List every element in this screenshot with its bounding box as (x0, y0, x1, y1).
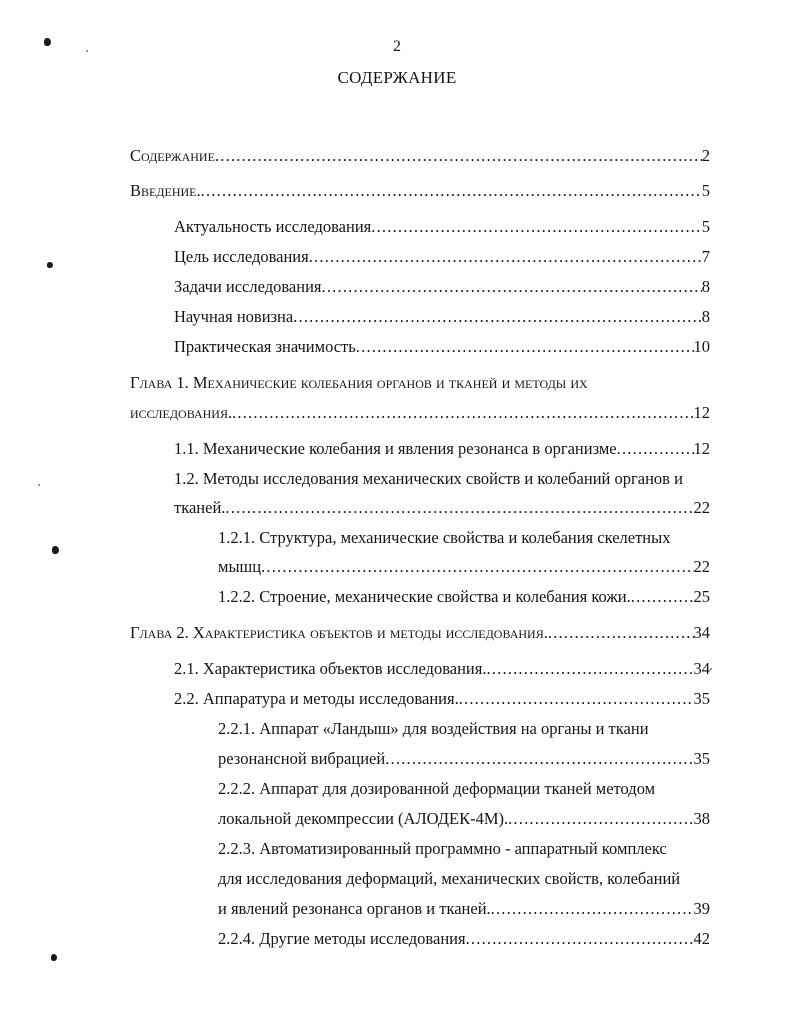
toc-leader-dots (459, 688, 694, 710)
toc-entry-chapter-2[interactable] (130, 622, 710, 644)
toc-leader-dots (293, 306, 702, 328)
toc-section-2-2-3-line1[interactable]: 2.2.3. Автоматизированный программно - аппаратный комплекс (218, 839, 667, 858)
toc-entry-title: мышц (218, 557, 262, 576)
toc-entry-title: Научная новизна (174, 307, 294, 326)
toc-section-2-2-1-line1[interactable]: 2.2.1. Аппарат «Ландыш» для воздействия на органы и ткани (218, 719, 649, 738)
toc-page-number: 42 (693, 929, 710, 948)
toc-leader-dots (466, 928, 694, 950)
toc-section-1-2-1-line1[interactable]: 1.2.1. Структура, механические свойства и колебания скелетных (218, 528, 671, 547)
toc-entry-title: резонансной вибрацией (218, 749, 386, 768)
toc-entry-2-2-4[interactable] (218, 928, 710, 950)
toc-leader-dots (225, 497, 693, 519)
toc-section-2-2-3-line2[interactable]: для исследования деформаций, механических свойств, колебаний (218, 869, 681, 888)
page-number: 2 (393, 38, 401, 55)
toc-entry-title: Актуальность исследования (174, 217, 372, 236)
toc-entry-title: Цель исследования (174, 247, 309, 266)
toc-leader-dots (491, 898, 694, 920)
toc-page-number: 7 (701, 247, 710, 266)
toc-leader-dots (215, 145, 702, 167)
toc-entry-2-2-2[interactable] (218, 808, 710, 830)
toc-page-number: 39 (693, 899, 710, 918)
toc-entry-title: Задачи исследования (174, 277, 322, 296)
toc-entry-title: 2.2.4. Другие методы исследования (218, 929, 466, 948)
scan-mark (44, 38, 51, 46)
toc-leader-dots (385, 748, 693, 770)
toc-entry-title: локальной декомпрессии (АЛОДЕК-4М). (218, 809, 509, 828)
toc-leader-dots (486, 658, 693, 680)
toc-page-number: 34 (693, 623, 710, 642)
scan-speck (38, 484, 40, 486)
toc-page-number: 2 (701, 146, 710, 165)
toc-entry-2-1[interactable] (174, 658, 710, 680)
toc-page-number: 25 (693, 587, 710, 606)
toc-leader-dots (201, 180, 702, 202)
toc-entry-1-2-1[interactable] (218, 556, 710, 578)
toc-page-number: 38 (693, 809, 710, 828)
scan-speck (710, 668, 712, 670)
toc-leader-dots (356, 336, 694, 358)
toc-entry-2-2-3[interactable] (218, 898, 710, 920)
toc-entry-tasks[interactable] (174, 276, 710, 298)
toc-entry-title: Практическая значимость (174, 337, 356, 356)
toc-entry-title: Содержание (130, 146, 215, 165)
toc-page-number: 22 (693, 557, 710, 576)
toc-leader-dots (309, 246, 702, 268)
toc-leader-dots (631, 586, 694, 608)
toc-leader-dots (548, 622, 694, 644)
toc-leader-dots (508, 808, 693, 830)
toc-entry-chapter-1[interactable] (130, 402, 710, 424)
toc-entry-title: Глава 2. Характеристика объектов и методы исследования. (130, 623, 548, 642)
toc-entry-1-2[interactable] (174, 497, 710, 519)
toc-leader-dots (322, 276, 702, 298)
toc-entry-title: тканей. (174, 498, 226, 517)
toc-page-number: 35 (693, 749, 710, 768)
toc-entry-title: 2.1. Характеристика объектов исследования. (174, 659, 487, 678)
toc-entry-relevance[interactable] (174, 216, 710, 238)
toc-entry-title: Введение. (130, 181, 201, 200)
scan-speck (86, 50, 88, 52)
toc-leader-dots (261, 556, 693, 578)
toc-leader-dots (232, 402, 693, 424)
toc-page-number: 8 (701, 277, 710, 296)
toc-entry-title: и явлений резонанса органов и тканей. (218, 899, 491, 918)
toc-entry-title: 1.1. Механические колебания и явления резонанса в организме (174, 439, 617, 458)
toc-entry-title: исследования. (130, 403, 233, 422)
toc-page-number: 5 (701, 181, 710, 200)
toc-entry-1-1[interactable] (174, 438, 710, 460)
toc-section-1-2-line1[interactable]: 1.2. Методы исследования механических свойств и колебаний органов и (174, 469, 683, 488)
toc-page-number: 12 (693, 439, 710, 458)
toc-entry-goal[interactable] (174, 246, 710, 268)
toc-chapter-1-line1[interactable]: Глава 1. Механические колебания органов и тканей и методы их (130, 373, 588, 392)
toc-entry-2-2[interactable] (174, 688, 710, 710)
toc-page-number: 5 (701, 217, 710, 236)
toc-entry-1-2-2[interactable] (218, 586, 710, 608)
toc-entry-contents[interactable] (130, 145, 710, 167)
toc-entry-significance[interactable] (174, 336, 710, 358)
toc-section-2-2-2-line1[interactable]: 2.2.2. Аппарат для дозированной деформации тканей методом (218, 779, 656, 798)
toc-page-number: 10 (693, 337, 710, 356)
scan-mark (47, 262, 53, 268)
toc-page-number: 8 (701, 307, 710, 326)
scan-mark (51, 954, 57, 961)
scan-mark (52, 546, 59, 554)
toc-entry-novelty[interactable] (174, 306, 710, 328)
toc-entry-title: 1.2.2. Строение, механические свойства и колебания кожи. (218, 587, 631, 606)
toc-entry-2-2-1[interactable] (218, 748, 710, 770)
toc-leader-dots (371, 216, 701, 238)
toc-page-number: 22 (693, 498, 710, 517)
toc-leader-dots (617, 438, 694, 460)
toc-entry-title: 2.2. Аппаратура и методы исследования. (174, 689, 459, 708)
toc-page-number: 35 (693, 689, 710, 708)
toc-entry-intro[interactable] (130, 180, 710, 202)
toc-page-number: 34 (693, 659, 710, 678)
page-title: СОДЕРЖАНИЕ (337, 68, 457, 87)
toc-page-number: 12 (693, 403, 710, 422)
